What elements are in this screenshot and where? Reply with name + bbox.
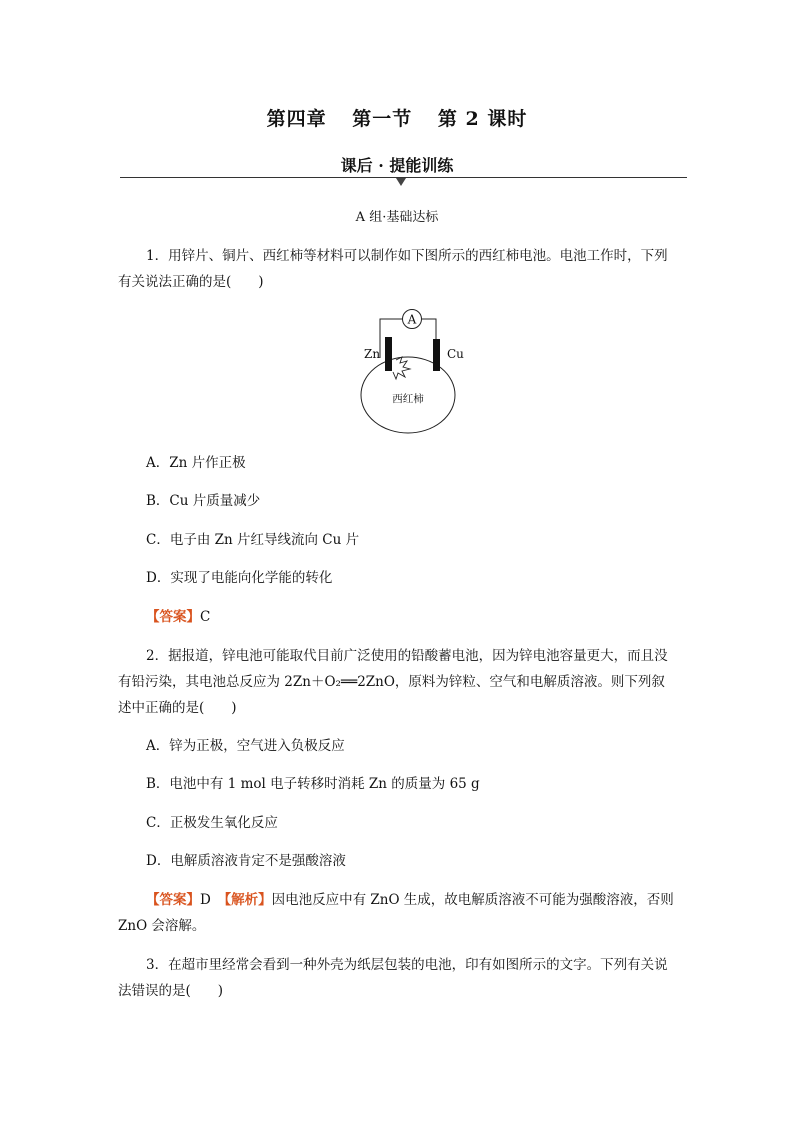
page-title [0, 104, 794, 131]
question-2-option-a: A．锌为正极，空气进入负极反应 [146, 738, 345, 754]
question-2-stem: 2．据报道，锌电池可能取代目前广泛使用的铅酸蓄电池，因为锌电池容量更大，而且没有铅污染，其电池总反应为 2Zn＋O₂══2ZnO，原料为锌粒、空气和电解质溶液。则下列叙述中正确的是( ) [118, 648, 668, 716]
page-subtitle: 课后 · 提能训练 [340, 156, 454, 175]
cu-label: Cu [447, 347, 464, 361]
ammeter-label: A [407, 312, 417, 327]
question-1-option-a: A．Zn 片作正极 [146, 455, 246, 471]
question-3-stem: 3．在超市里经常会看到一种外壳为纸层包装的电池，印有如图所示的文字。下列有关说法错误的是( ) [118, 957, 668, 999]
tomato-battery-diagram [350, 303, 480, 438]
question-1-stem: 1．用锌片、铜片、西红柿等材料可以制作如下图所示的西红柿电池。电池工作时，下列有关说法正确的是( ) [118, 248, 668, 290]
question-2-answer [118, 887, 678, 939]
lesson-label: 第 2 课时 [437, 108, 528, 130]
zn-label: Zn [364, 347, 381, 361]
section-label: 第一节 [352, 108, 413, 130]
question-1-answer [146, 607, 210, 627]
chapter-label: 第四章 [266, 108, 327, 130]
answer-value: D [200, 892, 211, 908]
question-2-option-d: D．电解质溶液肯定不是强酸溶液 [146, 853, 346, 869]
group-heading: A 组·基础达标 [355, 210, 439, 225]
question-1-option-c: C．电子由 Zn 片红导线流向 Cu 片 [146, 532, 360, 548]
zinc-electrode [385, 337, 392, 371]
analysis-tag: 【解析】 [224, 892, 272, 908]
answer-tag: 【答案】 [146, 609, 200, 625]
answer-tag: 【答案】 [146, 892, 200, 908]
answer-value: C [200, 609, 211, 625]
question-1-option-d: D．实现了电能向化学能的转化 [146, 570, 333, 586]
question-2-option-c: C．正极发生氧化反应 [146, 815, 278, 831]
analysis-text: 因电池反应中有 ZnO 生成，故电解质溶液不可能为强酸溶液，否则 ZnO 会溶解。 [118, 892, 674, 934]
copper-electrode [433, 339, 440, 371]
divider-arrow-icon [396, 178, 406, 186]
tomato-label: 西红柿 [392, 393, 424, 405]
question-2-option-b: B．电池中有 1 mol 电子转移时消耗 Zn 的质量为 65 g [146, 776, 480, 792]
question-1-option-b: B．Cu 片质量减少 [146, 493, 261, 509]
